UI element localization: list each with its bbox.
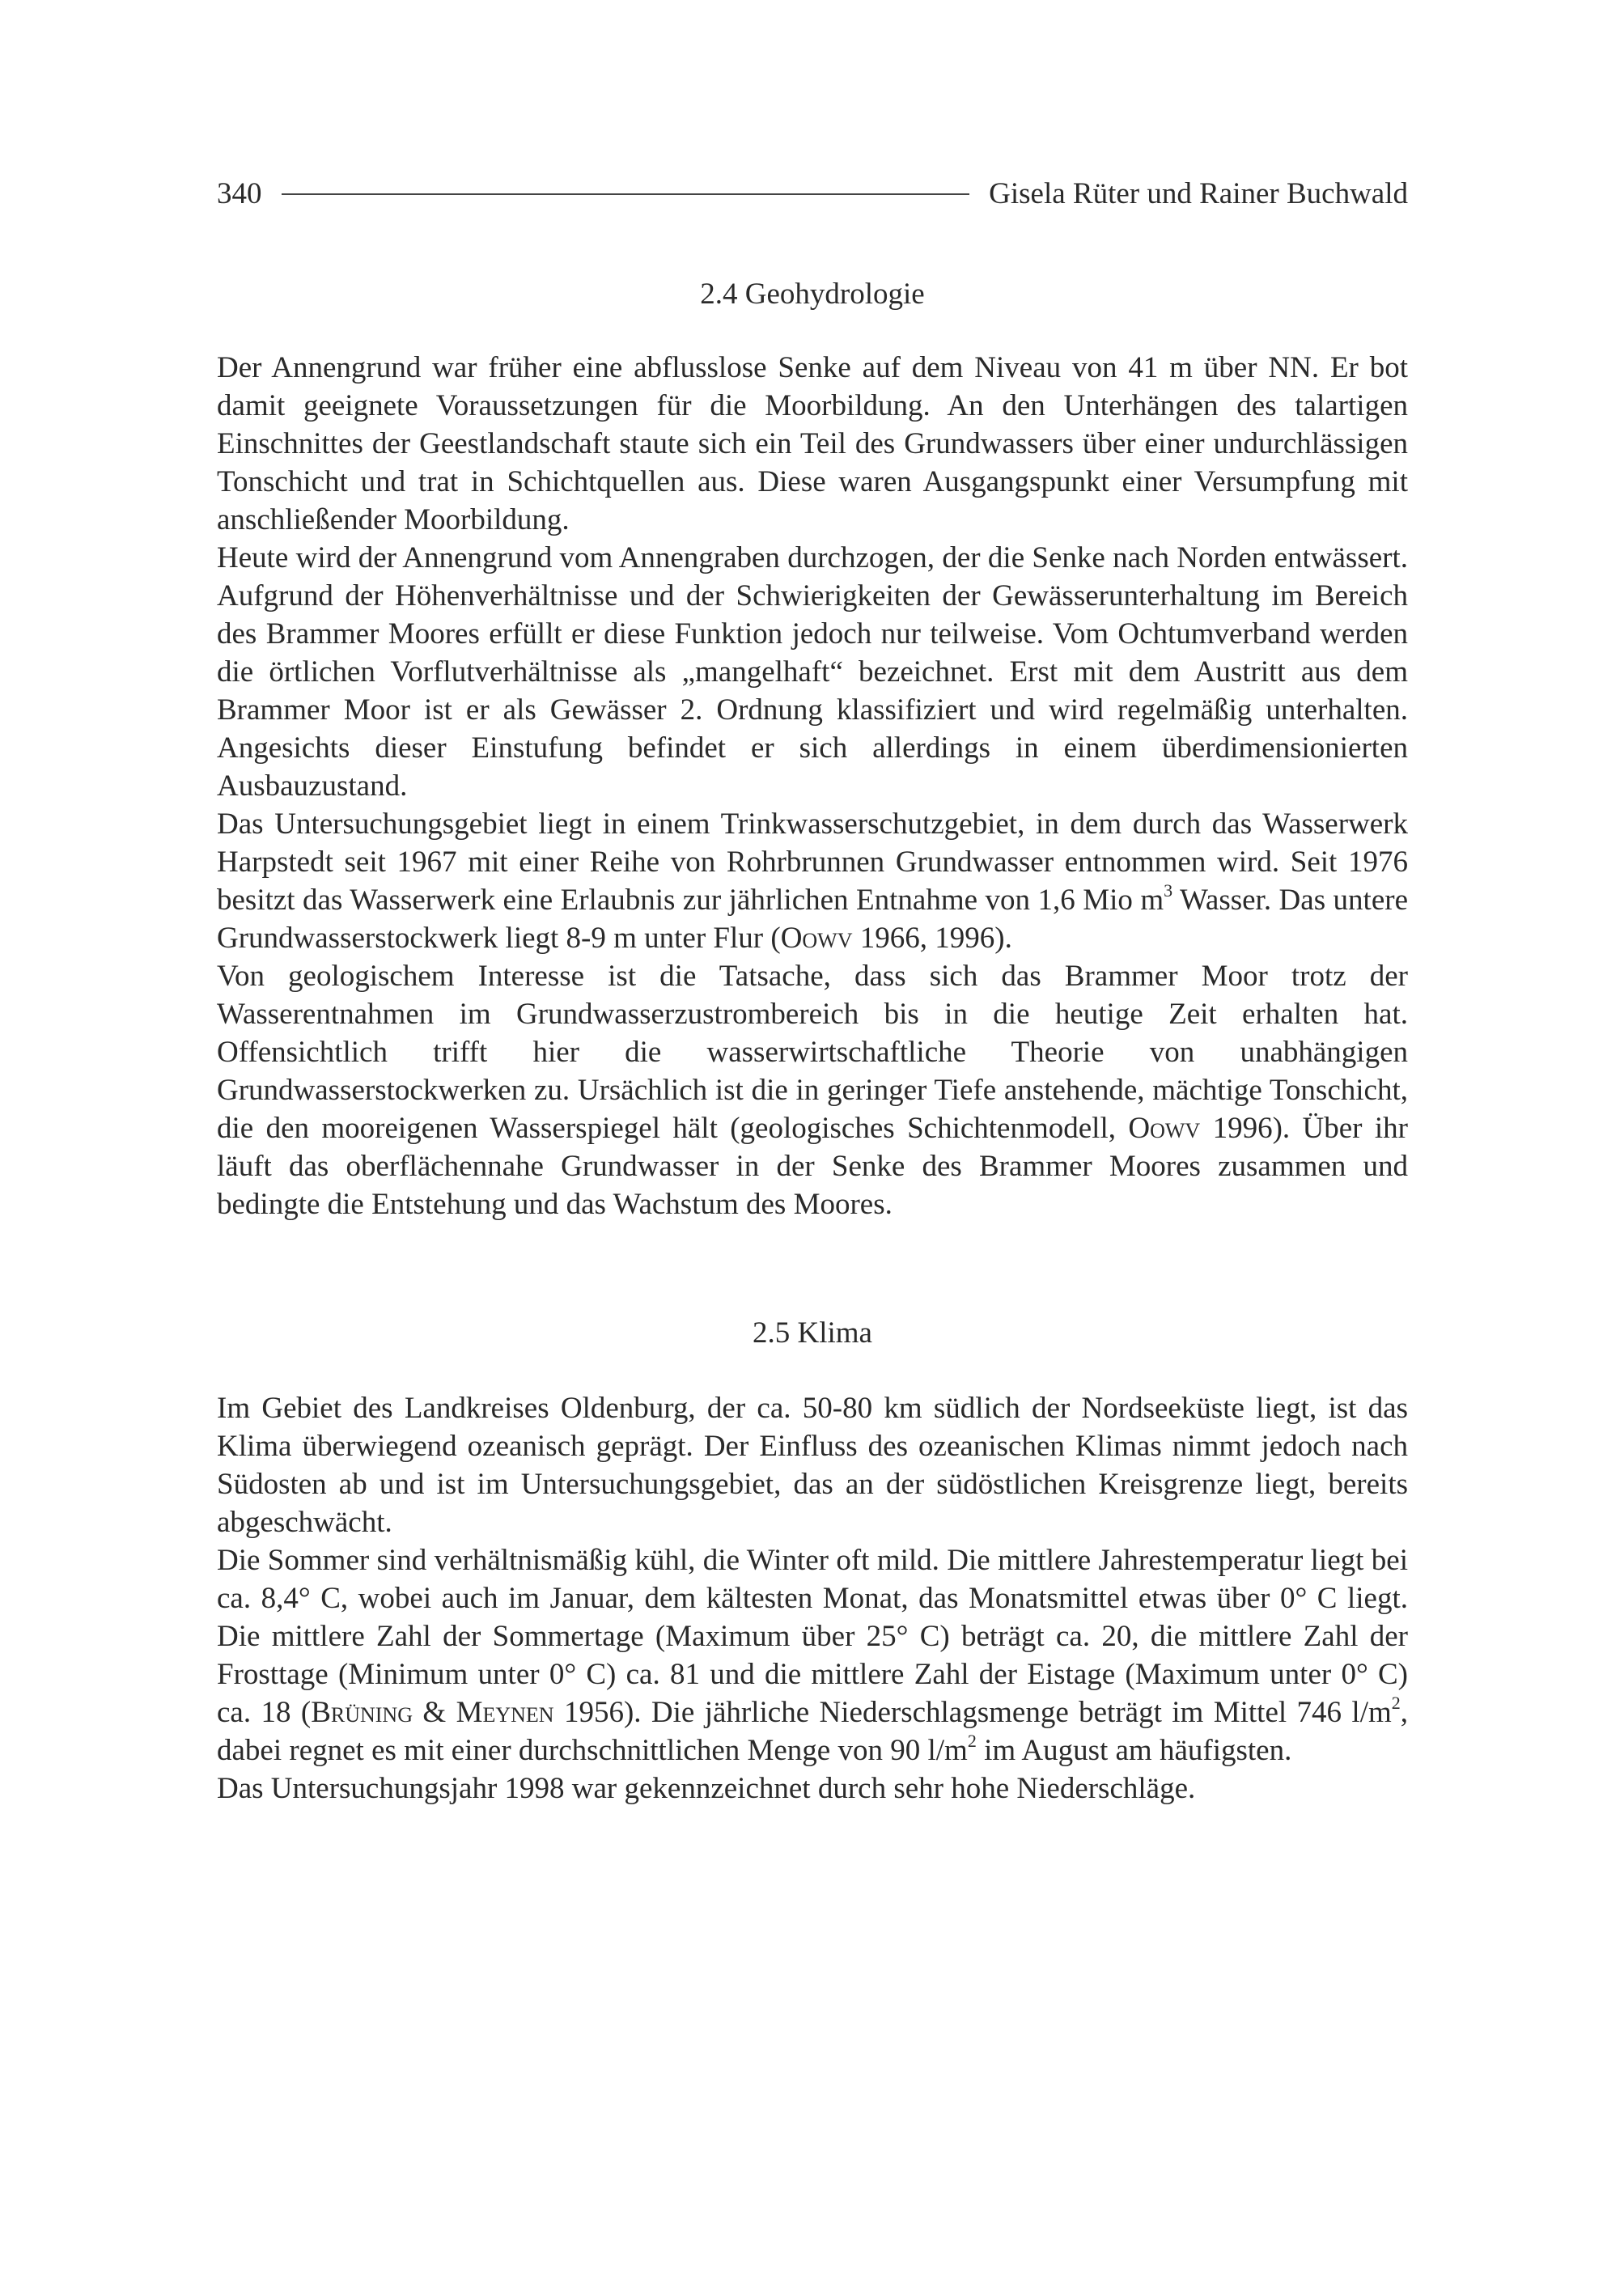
paragraph: Heute wird der Annengrund vom Annengraben durchzogen, der die Senke nach Norden entwässert. Aufgrund der Höhenverhältnisse und der Schwierigkeiten der Gewässerunterhaltung im Bereich des Brammer Moores erfüllt er diese Funktion jedoch nur teilweise. Vom Ochtumverband werden die örtlichen Vorflutverhältnisse als „mangelhaft“ bezeichnet. Erst mit dem Austritt aus dem Brammer Moor ist er als Gewässer 2. Ordnung klassifiziert und wird regelmäßig unterhalten. Angesichts dieser Einstufung befindet er sich allerdings in einem überdimensionierten Ausbauzustand. — [217, 541, 1408, 803]
paragraph — [217, 805, 1408, 957]
header-rule — [282, 193, 970, 195]
page-number: 340 — [217, 177, 262, 210]
text-run: Die Sommer sind verhältnismäßig kühl, die Winter oft mild. Die mittlere Jahrestemperatur liegt bei ca. 8,4° C, wobei auch im Januar, dem kältesten Monat, das Monatsmittel etwas über 0° C liegt. Die mittlere Zahl der Sommertage (Maximum über 25° C) beträgt ca. 20, die mittlere Zahl der Frosttage (Minimum unter 0° C) ca. 81 und die mittlere Zahl der Eistage (Maximum unter 0° C) ca. 18 ( — [217, 1544, 1408, 1729]
superscript: 3 — [1164, 880, 1173, 901]
running-head-authors: Gisela Rüter und Rainer Buchwald — [989, 177, 1408, 210]
text-run: Wasser. Das untere Grundwasserstockwerk liegt 8-9 m unter Flur ( — [217, 884, 1409, 955]
citation-author: Oowv — [780, 922, 853, 955]
paragraph — [217, 957, 1408, 1223]
paragraph — [217, 1541, 1408, 1770]
text-run: Das Untersuchungsgebiet liegt in einem Trinkwasserschutzgebiet, in dem durch das Wasserwerk Harpstedt seit 1967 mit einer Reihe von Rohrbrunnen Grundwasser entnommen wird. Seit 1976 besitzt das Wasserwerk eine Erlaubnis zur jährlichen Entnahme von 1,6 Mio m — [217, 807, 1408, 917]
section-geohydrologie-body — [217, 349, 1408, 1223]
section-heading-klima: 2.5 Klima — [753, 1316, 872, 1350]
text-run: 1996). Über ihr läuft das oberflächennahe Grundwasser in der Senke des Brammer Moores zusammen und bedingte die Entstehung und das Wachstum des Moores. — [217, 1112, 1408, 1221]
text-run: & — [413, 1696, 456, 1729]
running-head — [217, 170, 1408, 218]
citation-author: Brüning — [311, 1696, 413, 1729]
text-run: , dabei regnet es mit einer durchschnittlichen Menge von 90 l/m — [217, 1696, 1409, 1767]
text-run: 1966, 1996). — [852, 922, 1012, 955]
paragraph: Im Gebiet des Landkreises Oldenburg, der ca. 50-80 km südlich der Nordseeküste liegt, ist das Klima überwiegend ozeanisch geprägt. Der Einfluss des ozeanischen Klimas nimmt jedoch nach Südosten ab und ist im Untersuchungsgebiet, das an der südöstlichen Kreisgrenze liegt, bereits abgeschwächt. — [217, 1392, 1408, 1539]
citation-author: Meynen — [456, 1696, 554, 1729]
text-run: im August am häufigsten. — [976, 1734, 1292, 1767]
citation-author: Oowv — [1128, 1112, 1201, 1145]
paragraph: Der Annengrund war früher eine abflusslose Senke auf dem Niveau von 41 m über NN. Er bot damit geeignete Voraussetzungen für die Moorbildung. An den Unterhängen des talartigen Einschnittes der Geestlandschaft staute sich ein Teil des Grundwassers über einer undurchlässigen Tonschicht und trat in Schichtquellen aus. Diese waren Ausgangspunkt einer Versumpfung mit anschließender Moorbildung. — [217, 351, 1408, 536]
superscript: 2 — [1391, 1693, 1401, 1713]
superscript: 2 — [967, 1731, 977, 1751]
section-klima-body — [217, 1389, 1408, 1808]
text-run: Von geologischem Interesse ist die Tatsache, dass sich das Brammer Moor trotz der Wasserentnahmen im Grundwasserzustrombereich bis in die heutige Zeit erhalten hat. Offensichtlich trifft hier die wasserwirtschaftliche Theorie von unabhängigen Grundwasserstockwerken zu. Ursächlich ist die in geringer Tiefe anstehende, mächtige Tonschicht, die den mooreigenen Wasserspiegel hält (geologisches Schichtenmodell, — [217, 960, 1408, 1145]
paragraph: Das Untersuchungsjahr 1998 war gekennzeichnet durch sehr hohe Niederschläge. — [217, 1772, 1196, 1805]
text-run: 1956). Die jährliche Niederschlagsmenge beträgt im Mittel 746 l/m — [553, 1696, 1392, 1729]
section-heading-geohydrologie: 2.4 Geohydrologie — [700, 278, 925, 311]
page — [217, 170, 1408, 1808]
